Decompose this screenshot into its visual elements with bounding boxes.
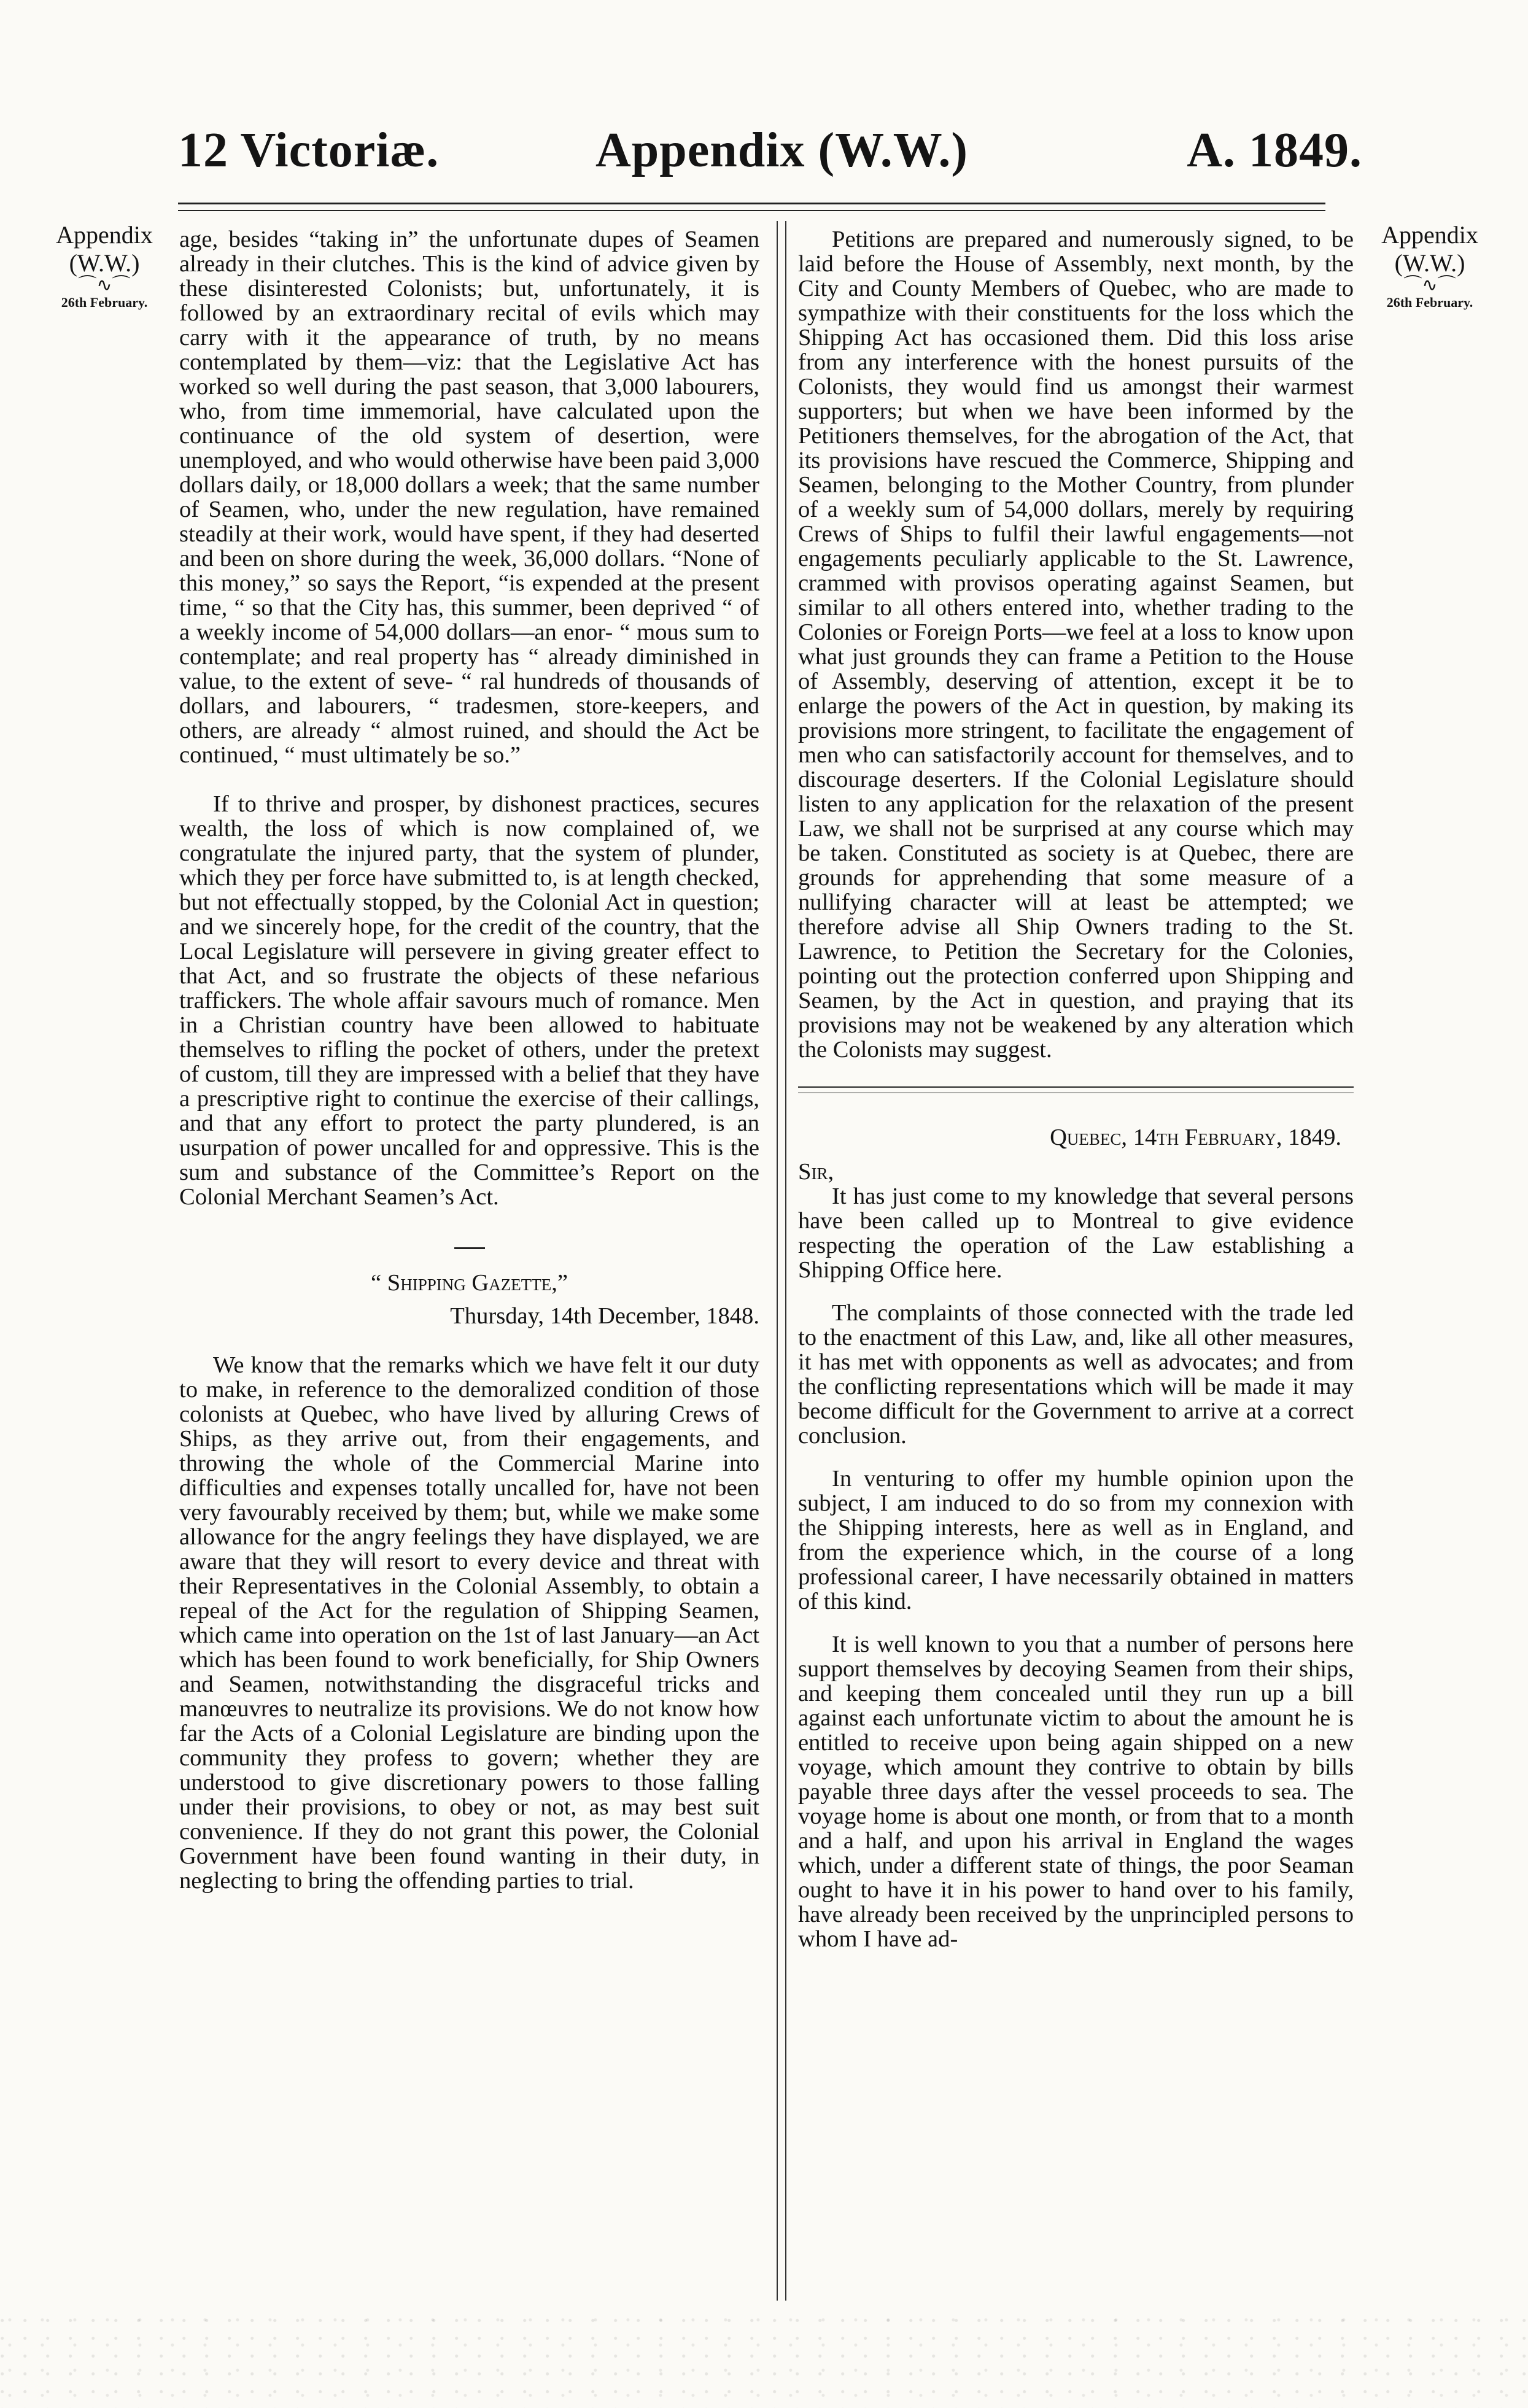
margin-label: Appendix: [1381, 221, 1478, 249]
margin-date: 26th February.: [61, 295, 148, 310]
margin-label: Appendix: [56, 221, 153, 249]
right-column: [798, 227, 1354, 1951]
paragraph: The complaints of those connected with the trade led to the enactment of this Law, and, like all other measures, it has met with opponents as well as advocates; and from the conflicting representations which will be made it may become difficult for the Government to arrive at a correct conclusion.: [798, 1300, 1354, 1449]
newspaper-masthead: “ Shipping Gazette,”: [371, 1270, 568, 1296]
column-divider: [777, 221, 786, 2301]
letter-date: Quebec, 14th February, 1849.: [1050, 1125, 1341, 1150]
flourish-ornament-icon: ⌒∿⌒: [1403, 275, 1456, 295]
margin-date: 26th February.: [1386, 295, 1473, 310]
header-rule-thin: [178, 210, 1325, 211]
paragraph: We know that the remarks which we have felt it our duty to make, in reference to the demoralized condition of those colonists at Quebec, who have lived by alluring Crews of Ships, as they arrive out, from their engagements, and throwing the whole of the Commercial Marine into difficulties and expenses totally uncalled for, have not been very favourably received by them; but, while we make some allowance for the angry feelings they have displayed, we are aware that they will resort to every device and threat with their Representatives in the Colonial Assembly, to obtain a repeal of the Act for the regulation of Shipping Seamen, which came into operation on the 1st of last January—an Act which has been found to work beneficially, for Ship Owners and Seamen, notwithstanding the disgraceful tricks and manœuvres to neutralize its provisions. We do not know how far the Acts of a Colonial Legislature are binding upon the community they profess to govern; whether they are understood to give discretionary powers to those falling under their provisions, to obey or not, as may best suit convenience. If they do not grant this power, the Colonial Government have been found wanting in their duty, in neglecting to bring the offending parties to trial.: [179, 1352, 759, 1894]
margin-code: (W.W.): [69, 249, 140, 277]
margin-note-right: [1359, 221, 1500, 312]
margin-note-left: [34, 221, 175, 312]
section-dash: [179, 1234, 759, 1258]
header-rule: [178, 203, 1325, 204]
header-year: A. 1849.: [1187, 123, 1362, 177]
paragraph: age, besides “taking in” the unfortunate dupes of Seamen already in their clutches. This is the kind of advice given by these disinterested Colonists; but, unfortunately, it is followed by an extraordinary recital of evils which may carry with it the appearance of truth, by no means contemplated by them—viz: that the Legislative Act has worked so well during the past season, that 3,000 labourers, who, from time immemorial, have calculated upon the continuance of the old system of desertion, were unemployed, and who would otherwise have been paid 3,000 dollars daily, or 18,000 dollars a week; that the same number of Seamen, who, under the new regulation, have remained steadily at their work, would have spent, if they had deserted and been on shore during the week, 36,000 dollars. “None of this money,” so says the Report, “is expended at the present time, “ so that the City has, this summer, been deprived “ of a weekly income of 54,000 dollars—an enor- “ mous sum to contemplate; and real property has “ already diminished in value, to the extent of seve- “ ral hundreds of thousands of dollars, and labourers, “ tradesmen, store-keepers, and others, are already “ almost ruined, and should the Act be continued, “ must ultimately be so.”: [179, 226, 759, 768]
paragraph: It has just come to my knowledge that several persons have been called up to Montreal to give evidence respecting the operation of the Law establishing a Shipping Office here.: [798, 1183, 1354, 1283]
header-regnal-year: 12 Victoriæ.: [178, 123, 440, 177]
scan-speckle: [0, 2310, 1528, 2408]
running-header: [178, 123, 1362, 190]
paragraph: If to thrive and prosper, by dishonest practices, secures wealth, the loss of which is now complained of, we congratulate the injured party, that the system of plunder, which they per force have submitted to, is at length checked, but not effectually stopped, by the Colonial Act in question; and we sincerely hope, for the credit of the country, that the Local Legislature will persevere in giving greater effect to that Act, and so frustrate the objects of these nefarious traffickers. The whole affair savours much of romance. Men in a Christian country have been allowed to habituate themselves to rifling the pocket of others, under the pretext of custom, till they are impressed with a belief that they have a prescriptive right to continue the exercise of their callings, and that any effort to protect the party plundered, is an usurpation of power uncalled for and oppressive. This is the sum and substance of the Committee’s Report on the Colonial Merchant Seamen’s Act.: [179, 791, 759, 1210]
margin-code: (W.W.): [1394, 249, 1465, 277]
header-appendix-title: Appendix (W.W.): [595, 123, 969, 177]
flourish-ornament-icon: ⌒∿⌒: [78, 275, 131, 295]
letter-salutation: Sir,: [798, 1159, 834, 1185]
paragraph: Petitions are prepared and numerously signed, to be laid before the House of Assembly, next month, by the City and County Members of Quebec, who are made to sympathize with their constituents for the loss which the Shipping Act has occasioned them. Did this loss arise from any interference with the honest pursuits of the Colonists, they would find us amongst their warmest supporters; but when we have been informed by the Petitioners themselves, for the abrogation of the Act, that its provisions have rescued the Commerce, Shipping and Seamen, belonging to the Mother Country, from plunder of a weekly sum of 54,000 dollars, merely by requiring Crews of Ships to fulfil their lawful engagements—not engagements peculiarly applicable to the St. Lawrence, crammed with provisos operating against Seamen, but similar to all others entered into, whether trading to the Colonies or Foreign Ports—we feel at a loss to know upon what just grounds they can frame a Petition to the House of Assembly, deserving of attention, except it be to enlarge the powers of the Act in question, by making its provisions more stringent, to facilitate the engagement of men who can satisfactorily account for themselves, and to discourage deserters. If the Colonial Legislature should listen to any application for the relaxation of the present Law, we shall not be surprised at any course which may be taken. Constituted as society is at Quebec, there are grounds for apprehending that some measure of a nullifying character will at least be attempted; we therefore advise all Ship Owners trading to the St. Lawrence, to Petition the Secretary for the Colonies, pointing out the protection conferred upon Shipping and Seamen, by the Act in question, and praying that its provisions may not be weakened by any alteration which the Colonists may suggest.: [798, 226, 1354, 1063]
paragraph: In venturing to offer my humble opinion upon the subject, I am induced to do so from my connexion with the Shipping interests, here as well as in England, and from the experience which, in the course of a long professional career, I have necessarily obtained in matters of this kind.: [798, 1466, 1354, 1614]
section-rule: [798, 1086, 1354, 1093]
dateline: Thursday, 14th December, 1848.: [450, 1303, 759, 1329]
left-column: [179, 227, 759, 1893]
paragraph: It is well known to you that a number of persons here support themselves by decoying Seamen from their ships, and keeping them concealed until they run up a bill against each unfortunate victim to about the amount he is entitled to receive upon being again shipped on a new voyage, which amount they contrive to obtain by bills payable three days after the vessel proceeds to sea. The voyage home is about one month, or from that to a month and a half, and upon his arrival in England the wages which, under a different state of things, the poor Seaman ought to have it in his power to hand over to his family, have already been received by the unprincipled persons to whom I have ad-: [798, 1632, 1354, 1952]
